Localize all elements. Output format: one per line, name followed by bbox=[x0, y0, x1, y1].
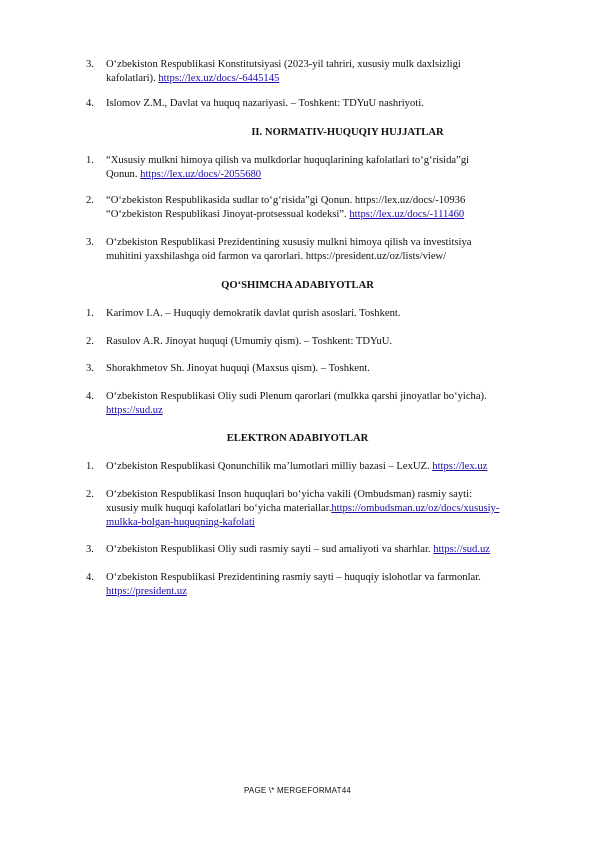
item-number: 3. bbox=[86, 544, 94, 555]
item-number: 3. bbox=[86, 59, 94, 70]
reference-link[interactable]: mulkka-bolgan-huquqning-kafolati bbox=[106, 517, 255, 528]
item-number: 1. bbox=[86, 461, 94, 472]
item-text: Rasulov A.R. Jinoyat huquqi (Umumiy qism). – Toshkent: TDYuU. bbox=[106, 336, 393, 347]
item-text: Islomov Z.M., Davlat va huquq nazariyasi. – Toshkent: TDYuU nashriyoti. bbox=[106, 98, 424, 109]
section-heading: ELEKTRON ADABIYOTLAR bbox=[226, 433, 369, 444]
item-text: O‘zbekiston Respublikasi Oliy sudi rasmiy sayti – sud amaliyoti va sharhlar. bbox=[106, 544, 431, 555]
item-number: 1. bbox=[86, 155, 94, 166]
item-text: Karimov I.A. – Huquqiy demokratik davlat qurish asoslari. Toshkent. bbox=[106, 308, 401, 319]
item-number: 4. bbox=[86, 391, 94, 402]
item-text: Qonun. bbox=[106, 169, 138, 180]
section-heading: II. NORMATIV-HUQUQIY HUJJATLAR bbox=[251, 127, 444, 138]
item-text: O‘zbekiston Respublikasi Oliy sudi Plenum qarorlari (mulkka qarshi jinoyatlar bo‘yicha). bbox=[106, 391, 487, 402]
item-text: O‘zbekiston Respublikasi Inson huquqlari bo‘yicha vakili (Ombudsman) rasmiy sayti: bbox=[106, 489, 473, 500]
item-text: “O‘zbekiston Respublikasi Jinoyat-protsessual kodeksi”. bbox=[106, 209, 347, 220]
item-number: 3. bbox=[86, 363, 94, 374]
item-number: 4. bbox=[86, 98, 94, 109]
reference-link[interactable]: https://ombudsman.uz/oz/docs/xususiy- bbox=[331, 503, 500, 514]
item-text: O‘zbekiston Respublikasi Prezidentining xususiy mulkni himoya qilish va investitsiya bbox=[106, 237, 472, 248]
reference-link[interactable]: https://lex.uz/docs/-6445145 bbox=[158, 73, 280, 84]
item-number: 2. bbox=[86, 195, 94, 206]
item-text: “O‘zbekiston Respublikasida sudlar to‘g‘risida”gi Qonun. https://lex.uz/docs/-10936 bbox=[106, 195, 466, 206]
item-text: O‘zbekiston Respublikasi Konstitutsiyasi (2023-yil tahriri, xususiy mulk daxlsizligi bbox=[106, 59, 461, 70]
reference-link[interactable]: https://lex.uz/docs/-111460 bbox=[349, 209, 465, 220]
item-text: O‘zbekiston Respublikasi Prezidentining rasmiy sayti – huquqiy islohotlar va farmonlar. bbox=[106, 572, 481, 583]
reference-link[interactable]: https://president.uz bbox=[106, 586, 187, 597]
item-number: 1. bbox=[86, 308, 94, 319]
item-text: muhitini yaxshilashga oid farmon va qarorlari. https://president.uz/oz/lists/view/ bbox=[106, 251, 447, 262]
item-text: “Xususiy mulkni himoya qilish va mulkdorlar huquqlarining kafolatlari to‘g‘risida”gi bbox=[106, 155, 470, 166]
item-text: Shorakhmetov Sh. Jinoyat huquqi (Maxsus qism). – Toshkent. bbox=[106, 363, 370, 374]
reference-link[interactable]: https://lex.uz bbox=[432, 461, 488, 472]
item-number: 3. bbox=[86, 237, 94, 248]
section-heading: QO‘SHIMCHA ADABIYOTLAR bbox=[221, 280, 374, 291]
item-number: 2. bbox=[86, 336, 94, 347]
page-footer: PAGE \* MERGEFORMAT44 bbox=[243, 786, 352, 795]
item-text: O‘zbekiston Respublikasi Qonunchilik ma’lumotlari milliy bazasi – LexUZ. bbox=[106, 461, 430, 472]
item-text: xususiy mulk huquqi kafolatlari bo‘yicha materiallar. bbox=[106, 503, 332, 514]
reference-link[interactable]: https://sud.uz bbox=[433, 544, 490, 555]
reference-link[interactable]: https://sud.uz bbox=[106, 405, 163, 416]
item-number: 2. bbox=[86, 489, 94, 500]
reference-link[interactable]: https://lex.uz/docs/-2055680 bbox=[140, 169, 262, 180]
item-text: kafolatlari). bbox=[106, 73, 156, 84]
item-number: 4. bbox=[86, 572, 94, 583]
